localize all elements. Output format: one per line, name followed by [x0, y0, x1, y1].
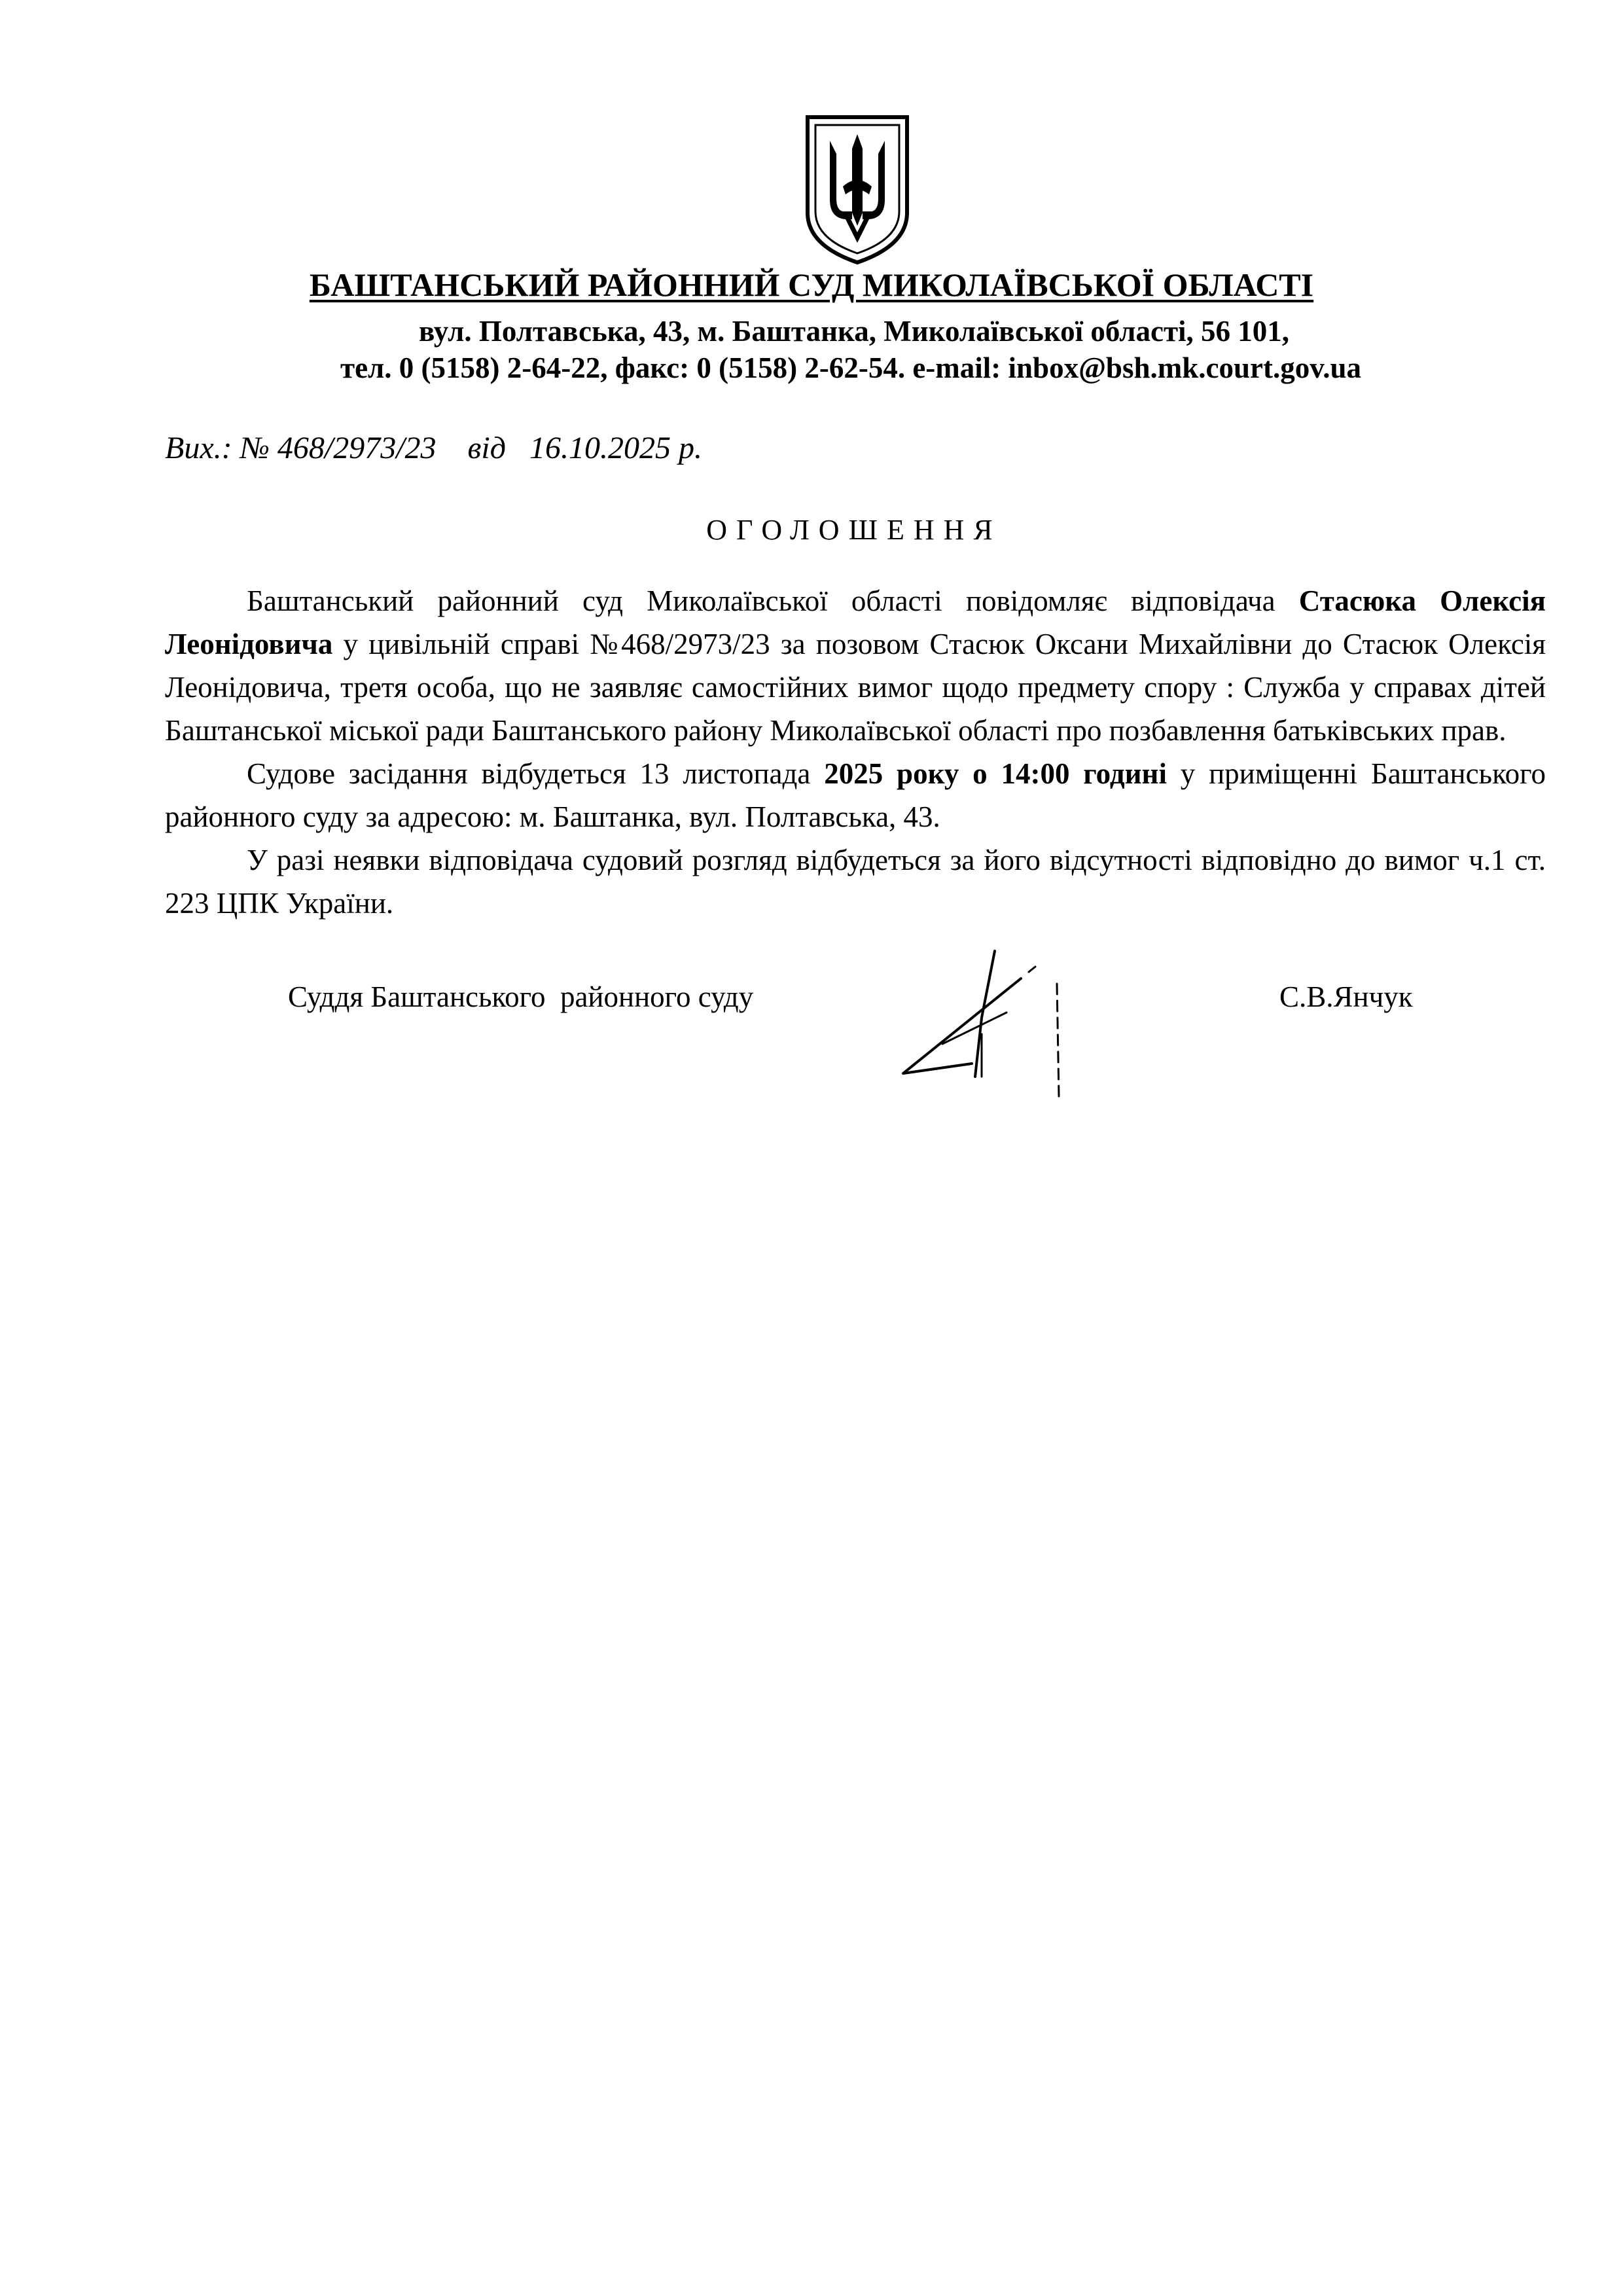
court-address	[0, 313, 1623, 386]
judge-position: Суддя Баштанського районного суду	[288, 980, 754, 1013]
outgoing-label: Вих.: №	[165, 431, 270, 465]
judge-name: С.В.Янчук	[1279, 980, 1413, 1013]
outgoing-number: 468/2973/23	[277, 431, 437, 465]
contact-line: тел. 0 (5158) 2-64-22, факс: 0 (5158) 2-62-54. e-mail: inbox@bsh.mk.court.gov.ua	[340, 351, 1362, 384]
outgoing-reference	[165, 429, 702, 468]
paragraph-absence	[165, 838, 1546, 925]
hearing-datetime: 2025 року о 14:00 годині	[824, 757, 1167, 790]
paragraph-text: у цивільній справі №468/2973/23 за позовом Стасюк Оксани Михайлівни до Стасюк Олексія Леонідовича, третя особа, що не заявляє самостійних вимог щодо предмету спору : Служба у справах дітей Баштанської міської ради Баштанського району Миколаївської області про позбавлення батьківських прав.	[165, 628, 1546, 747]
notice-title: ОГОЛОШЕННЯ	[706, 514, 1002, 546]
paragraph-text: Баштанський районний суд Миколаївської області повідомляє відповідача	[247, 584, 1299, 617]
coat-of-arms-icon	[804, 115, 911, 265]
court-name: БАШТАНСЬКИЙ РАЙОННИЙ СУД МИКОЛАЇВСЬКОЇ ОБЛАСТІ	[309, 266, 1314, 303]
paragraph-text: Судове засідання відбудеться 13 листопада	[247, 757, 825, 790]
paragraph-text: у приміщенні Баштанського районного суду за адресою: м. Баштанка, вул. Полтавська, 43.	[165, 757, 1546, 833]
notice-body	[165, 579, 1546, 925]
paragraph-defendant	[165, 579, 1546, 752]
outgoing-from-label: від	[467, 431, 506, 465]
signature-mark	[883, 946, 1080, 1103]
paragraph-hearing	[165, 752, 1546, 838]
address-line: вул. Полтавська, 43, м. Баштанка, Миколаївської області, 56 101,	[418, 315, 1290, 348]
defendant-name: Стасюка Олексія Леонідовича	[165, 584, 1546, 660]
paragraph-text: У разі неявки відповідача судовий розгляд відбудеться за його відсутності відповідно до вимог ч.1 ст. 223 ЦПК України.	[165, 844, 1546, 920]
outgoing-date: 16.10.2025 р.	[529, 431, 702, 465]
